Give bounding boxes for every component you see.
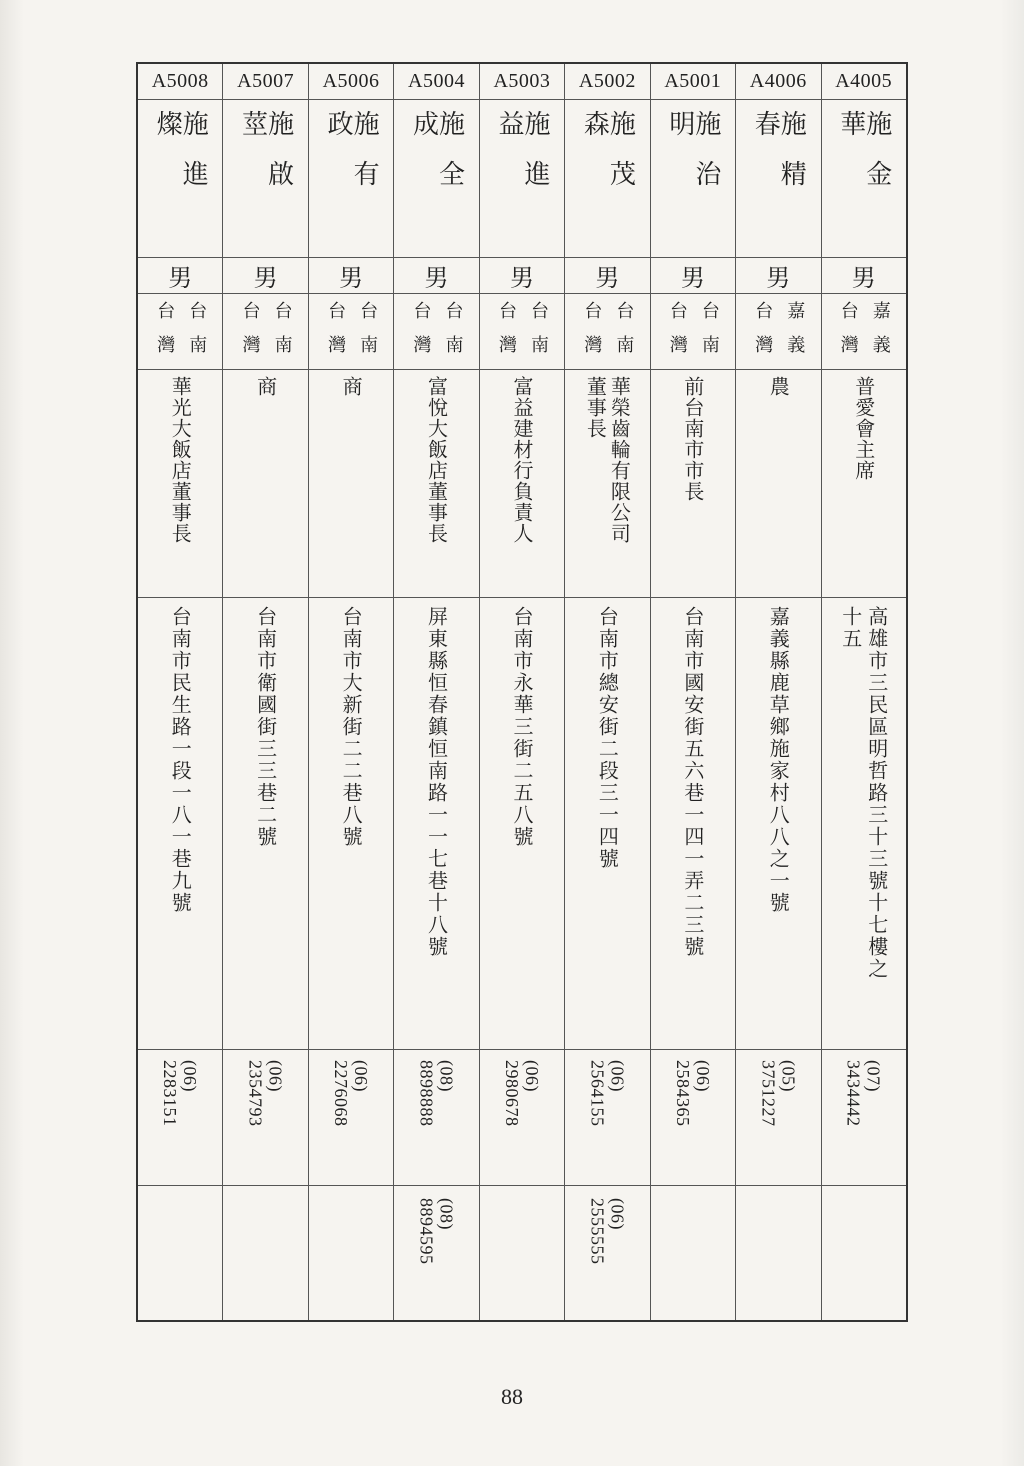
member-origin: 台南 台灣 xyxy=(666,300,720,369)
member-occupation: 華光大飯店董事長 xyxy=(168,376,193,544)
member-origin-cell xyxy=(394,294,478,370)
member-sex-cell xyxy=(480,258,564,294)
member-phone: (06) 2564155 xyxy=(587,1060,628,1127)
member-sex-cell xyxy=(223,258,307,294)
member-name: 施進燦 xyxy=(152,110,209,210)
member-id-cell xyxy=(565,64,649,100)
member-sex: 男 xyxy=(168,264,193,292)
member-address-cell xyxy=(223,598,307,1050)
member-id: A5008 xyxy=(151,70,209,92)
member-origin: 台南 台灣 xyxy=(154,300,208,369)
member-sex: 男 xyxy=(680,264,705,292)
member-phone-2-cell xyxy=(651,1186,735,1320)
member-sex-cell xyxy=(309,258,393,294)
member-occupation: 富益建材行負責人 xyxy=(509,376,534,544)
member-occupation-cell xyxy=(565,370,649,598)
member-origin: 台南 台灣 xyxy=(325,300,379,369)
member-address-cell xyxy=(138,598,222,1050)
member-id: A4005 xyxy=(835,70,893,92)
member-name-cell xyxy=(480,100,564,258)
member-record-column xyxy=(394,64,479,1320)
member-phone-2-cell xyxy=(309,1186,393,1320)
member-id-cell xyxy=(651,64,735,100)
member-name-cell xyxy=(651,100,735,258)
member-occupation-cell xyxy=(480,370,564,598)
member-address-cell xyxy=(565,598,649,1050)
member-name-cell xyxy=(736,100,820,258)
member-phone-2: (08) 8894595 xyxy=(416,1198,457,1265)
member-id-cell xyxy=(138,64,222,100)
member-address: 嘉義縣鹿草鄉施家村八八之一號 xyxy=(766,606,791,914)
member-sex-cell xyxy=(394,258,478,294)
member-phone-2-cell xyxy=(223,1186,307,1320)
member-record-column xyxy=(565,64,650,1320)
member-name-cell xyxy=(223,100,307,258)
member-phone-2-cell xyxy=(480,1186,564,1320)
member-record-column xyxy=(822,64,906,1320)
member-occupation: 前台南市市長 xyxy=(680,376,705,502)
member-address: 台南市國安街五六巷一四一弄二三號 xyxy=(680,606,705,958)
member-address-cell xyxy=(651,598,735,1050)
member-id-cell xyxy=(480,64,564,100)
member-phone: (06) 2584365 xyxy=(672,1060,713,1127)
member-phone: (07) 3434442 xyxy=(843,1060,884,1127)
member-phone-cell xyxy=(394,1050,478,1186)
member-phone-cell xyxy=(480,1050,564,1186)
member-id-cell xyxy=(223,64,307,100)
member-id-cell xyxy=(822,64,906,100)
member-address-cell xyxy=(394,598,478,1050)
member-phone-cell xyxy=(651,1050,735,1186)
member-phone-cell xyxy=(138,1050,222,1186)
member-origin-cell xyxy=(822,294,906,370)
member-phone-cell xyxy=(223,1050,307,1186)
member-address: 台南市總安街二段三一四號 xyxy=(595,606,620,870)
member-origin-cell xyxy=(480,294,564,370)
member-name-cell xyxy=(309,100,393,258)
member-occupation: 商 xyxy=(339,376,364,397)
member-occupation: 富悅大飯店董事長 xyxy=(424,376,449,544)
member-sex: 男 xyxy=(851,264,876,292)
member-phone-cell xyxy=(736,1050,820,1186)
member-name: 施全成 xyxy=(408,110,465,210)
member-address-cell xyxy=(480,598,564,1050)
member-phone: (06) 2980678 xyxy=(501,1060,542,1127)
member-name: 施進益 xyxy=(493,110,550,210)
member-phone: (06) 2354793 xyxy=(245,1060,286,1127)
member-sex-cell xyxy=(736,258,820,294)
member-occupation: 普愛會主席 xyxy=(851,376,876,481)
member-origin-cell xyxy=(651,294,735,370)
member-sex: 男 xyxy=(424,264,449,292)
member-occupation-cell xyxy=(394,370,478,598)
member-id: A5006 xyxy=(322,70,380,92)
member-name: 施治明 xyxy=(664,110,721,210)
member-occupation-cell xyxy=(223,370,307,598)
member-id-cell xyxy=(394,64,478,100)
member-name: 施有政 xyxy=(323,110,380,210)
member-address: 台南市大新街二二巷八號 xyxy=(339,606,364,848)
member-id: A4006 xyxy=(749,70,807,92)
member-occupation-cell xyxy=(138,370,222,598)
member-occupation-cell xyxy=(822,370,906,598)
member-address-cell xyxy=(822,598,906,1050)
member-id: A5001 xyxy=(664,70,722,92)
member-occupation-cell xyxy=(309,370,393,598)
member-id: A5002 xyxy=(578,70,636,92)
member-record-column xyxy=(223,64,308,1320)
member-record-column xyxy=(309,64,394,1320)
member-phone: (06) 2276068 xyxy=(331,1060,372,1127)
member-sex: 男 xyxy=(766,264,791,292)
member-record-column xyxy=(736,64,821,1320)
member-record-column xyxy=(480,64,565,1320)
member-address-cell xyxy=(309,598,393,1050)
member-occupation-cell xyxy=(651,370,735,598)
member-phone-2-cell xyxy=(736,1186,820,1320)
member-origin-cell xyxy=(309,294,393,370)
member-phone-cell xyxy=(309,1050,393,1186)
member-origin-cell xyxy=(565,294,649,370)
member-sex: 男 xyxy=(253,264,278,292)
member-occupation: 商 xyxy=(253,376,278,397)
member-phone-2-cell xyxy=(565,1186,649,1320)
member-phone-2-cell xyxy=(394,1186,478,1320)
member-occupation: 農 xyxy=(766,376,791,397)
member-name-cell xyxy=(138,100,222,258)
member-phone: (08) 8898888 xyxy=(416,1060,457,1127)
member-origin: 嘉義 台灣 xyxy=(752,300,806,369)
member-address: 台南市民生路一段一八一巷九號 xyxy=(168,606,193,914)
member-sex-cell xyxy=(822,258,906,294)
member-sex: 男 xyxy=(595,264,620,292)
member-name-cell xyxy=(565,100,649,258)
member-address: 屏東縣恒春鎮恒南路一一七巷十八號 xyxy=(424,606,449,958)
member-phone-2: (06) 2555555 xyxy=(587,1198,628,1265)
member-sex-cell xyxy=(565,258,649,294)
member-id: A5004 xyxy=(408,70,465,92)
member-id: A5003 xyxy=(493,70,551,92)
member-origin-cell xyxy=(223,294,307,370)
member-id-cell xyxy=(736,64,820,100)
member-address: 高雄市三民區明哲路三十三號十七樓之 十五 xyxy=(838,606,889,980)
member-sex: 男 xyxy=(509,264,534,292)
member-origin: 台南 台灣 xyxy=(495,300,549,369)
member-address: 台南市永華三街二五八號 xyxy=(509,606,534,848)
member-record-column xyxy=(138,64,223,1320)
member-phone-2-cell xyxy=(822,1186,906,1320)
member-address-cell xyxy=(736,598,820,1050)
member-origin-cell xyxy=(736,294,820,370)
member-phone-cell xyxy=(822,1050,906,1186)
member-id: A5007 xyxy=(237,70,295,92)
member-phone: (05) 3751227 xyxy=(758,1060,799,1127)
member-record-column xyxy=(651,64,736,1320)
member-name-cell xyxy=(822,100,906,258)
member-origin: 嘉義 台灣 xyxy=(837,300,891,369)
member-occupation-cell xyxy=(736,370,820,598)
member-name: 施啟莖 xyxy=(237,110,294,210)
member-sex-cell xyxy=(651,258,735,294)
member-origin: 台南 台灣 xyxy=(239,300,293,369)
member-name-cell xyxy=(394,100,478,258)
member-address: 台南市衛國街三三巷二號 xyxy=(253,606,278,848)
member-name: 施茂森 xyxy=(579,110,636,210)
member-phone-2-cell xyxy=(138,1186,222,1320)
member-phone: (06) 2283151 xyxy=(160,1060,201,1127)
page-number: 88 xyxy=(501,1384,523,1409)
member-sex: 男 xyxy=(339,264,364,292)
member-occupation: 華榮齒輪有限公司 董事長 xyxy=(583,376,632,544)
member-id-cell xyxy=(309,64,393,100)
member-name: 施金華 xyxy=(835,110,892,210)
member-sex-cell xyxy=(138,258,222,294)
member-origin: 台南 台灣 xyxy=(410,300,464,369)
member-name: 施精春 xyxy=(750,110,807,210)
member-origin: 台南 台灣 xyxy=(581,300,635,369)
member-directory-table xyxy=(136,62,908,1322)
member-origin-cell xyxy=(138,294,222,370)
member-phone-cell xyxy=(565,1050,649,1186)
